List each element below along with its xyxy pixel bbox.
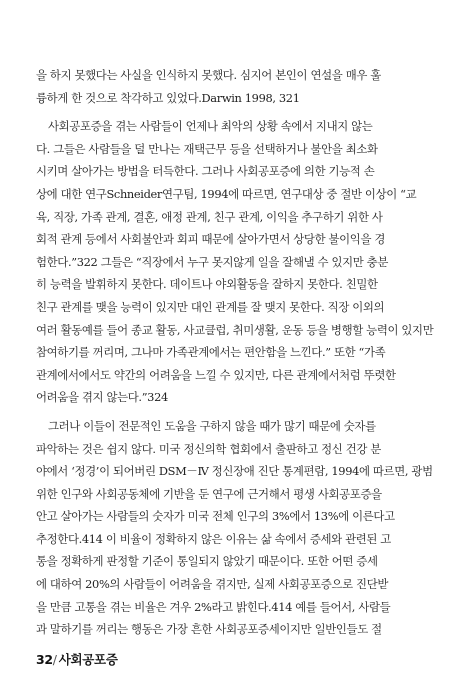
text-line: 안고 살아가는 사람들의 숫자가 미국 전체 인구의 3%에서 13%에 이른다고 xyxy=(36,509,395,524)
text-line: 험한다.”322 그들은 “직장에서 누구 못지않게 일을 잘해낼 수 있지만 충분 xyxy=(36,254,388,269)
text-line: 을 하지 못했다는 사실을 인식하지 못했다. 심지어 본인이 연설을 매우 훌 xyxy=(36,68,381,82)
text-line: 파악하는 것은 쉽지 않다. 미국 정신의학 협회에서 출판하고 정신 건강 분 xyxy=(36,441,381,456)
text-line: 어려움을 겪지 않는다.”324 xyxy=(36,390,168,405)
paragraph-1 xyxy=(36,64,442,109)
text-line: 히 능력을 발휘하지 못한다. 데이트나 야외활동을 잘하지 못한다. 친밀한 xyxy=(36,277,378,292)
paragraph-2 xyxy=(36,115,442,409)
text-line: 사회공포증을 겪는 사람들이 언제나 최악의 상황 속에서 지내지 않는 xyxy=(48,119,373,134)
text-line: 에 대하여 20%의 사람들이 어려움을 겪지만, 실제 사회공포증으로 진단받 xyxy=(36,577,388,592)
text-line: 친구 관계를 맺을 능력이 있지만 대인 관계를 잘 맺지 못한다. 직장 이외의 xyxy=(36,299,385,314)
text-line: 위한 인구와 사회공동체에 기반을 둔 연구에 근거해서 평생 사회공포증을 xyxy=(36,486,382,501)
text-line: 야에서 ‘정경’이 되어버린 DSM－Ⅳ 정신장애 진단 통계편람, 1994에 따르면, 광범 xyxy=(36,464,433,479)
book-title: 사회공포증 xyxy=(58,652,118,667)
text-line: 그러나 이들이 전문적인 도움을 구하지 않을 때가 많기 때문에 숫자를 xyxy=(48,418,376,433)
text-line: 시키며 살아가는 방법을 터득한다. 그러나 사회공포증에 의한 기능적 손 xyxy=(36,164,375,179)
text-line: 회적 관계 등에서 사회불안과 회피 때문에 살아가면서 상당한 불이익을 경 xyxy=(36,232,386,247)
text-line: 여러 활동예를 들어 종교 활동, 사교클럽, 취미생활, 운동 등을 병행할 능력이 있지만 xyxy=(36,322,434,337)
paragraph-3 xyxy=(36,415,442,641)
text-line: 참여하기를 꺼리며, 그나마 가족관계에서는 편안함을 느낀다.” 또한 “가족 xyxy=(36,345,386,360)
body-text xyxy=(36,64,442,641)
text-line: 통을 정확하게 판정할 기준이 통일되지 않았기 때문이다. 또한 어떤 증세 xyxy=(36,554,378,569)
text-line: 을 만큼 고통을 겪는 비율은 겨우 2%라고 밝힌다.414 예를 들어서, 사람들 xyxy=(36,599,391,614)
text-line: 관계에서에서도 약간의 어려움을 느낄 수 있지만, 다른 관계에서처럼 뚜렷한 xyxy=(36,367,396,382)
text-line: 다. 그들은 사람들을 덜 만나는 재택근무 등을 선택하거나 불안을 최소화 xyxy=(36,141,378,156)
text-line: 륭하게 한 것으로 착각하고 있었다.Darwin 1998, 321 xyxy=(36,90,300,105)
text-line: 상에 대한 연구Schneider연구팀, 1994에 따르면, 연구대상 중 절반 이상이 “교 xyxy=(36,186,417,201)
footer-separator: / xyxy=(52,652,57,667)
page-footer xyxy=(36,650,118,668)
text-line: 과 말하기를 꺼리는 행동은 가장 흔한 사회공포증세이지만 일반인들도 절 xyxy=(36,622,382,637)
text-line: 추정한다.414 이 비율이 정확하지 않은 이유는 삶 속에서 증세와 관련된 고 xyxy=(36,531,391,546)
text-line: 육, 직장, 가족 관계, 결혼, 애정 관계, 친구 관계, 이익을 추구하기 위한 사 xyxy=(36,209,383,224)
page-number: 32 xyxy=(36,652,53,667)
